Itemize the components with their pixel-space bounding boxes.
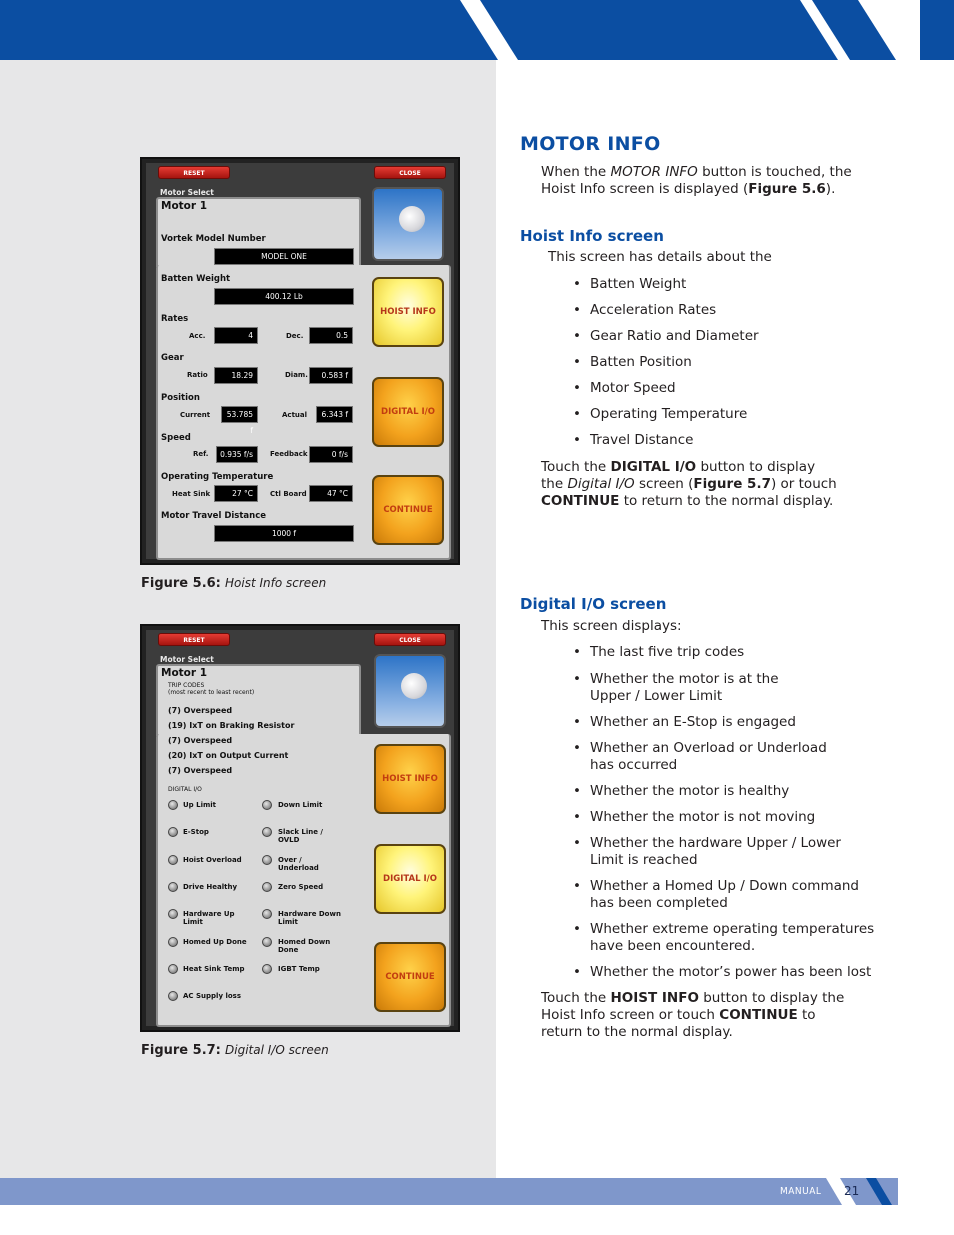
io-indicator-label: Slack Line / OVLD <box>278 828 323 845</box>
io-indicator-label: Homed Up Done <box>183 937 247 946</box>
status-led-icon <box>168 964 178 974</box>
trip-code-item: (19) IxT on Braking Resistor <box>168 721 295 730</box>
io-indicator-label: Hardware Down Limit <box>278 910 341 927</box>
hoist-bullet-item: • Batten Position <box>573 354 692 370</box>
header-stripe-decoration <box>460 0 920 60</box>
io-indicator-label: Heat Sink Temp <box>183 964 245 973</box>
dec-label: Dec. <box>286 332 304 340</box>
digital-closing: Touch the HOIST INFO button to display the Hoist Info screen or touch CONTINUE to return to the normal display. <box>541 990 845 1040</box>
actual-value: 6.343 f <box>316 406 353 423</box>
digital-bullet-item: • The last five trip codes <box>573 644 745 660</box>
current-value: 53.785 f <box>221 406 258 423</box>
status-led-icon <box>262 937 272 947</box>
hoist-info-screenshot <box>140 157 460 565</box>
digital-bullet-item: • Whether extreme operating temperatures have been encountered. <box>573 921 875 954</box>
figure-5-7-caption: Figure 5.7: Digital I/O screen <box>141 1043 329 1058</box>
digital-bullet-item: • Whether the hardware Upper / Lower Limit is reached <box>573 835 841 868</box>
dec-value: 0.5 <box>309 327 353 344</box>
status-led-icon <box>262 882 272 892</box>
motor-name: Motor 1 <box>161 667 208 679</box>
digital-lead: This screen displays: <box>541 618 682 634</box>
feedback-value: 0 f/s <box>309 446 353 463</box>
hoist-closing: Touch the DIGITAL I/O button to display the Digital I/O screen (Figure 5.7) or touch CONTINUE to return to the normal display. <box>541 459 837 509</box>
continue-button[interactable]: CONTINUE <box>374 942 446 1012</box>
batten-value: 400.12 Lb <box>214 288 354 305</box>
io-indicator-label: Hardware Up Limit <box>183 910 235 927</box>
status-led-icon <box>168 800 178 810</box>
temperature-label: Operating Temperature <box>161 472 274 482</box>
trip-code-item: (20) IxT on Output Current <box>168 751 289 760</box>
io-indicator-label: Homed Down Done <box>278 937 331 954</box>
section-title-hoist-info: Hoist Info screen <box>520 227 664 245</box>
io-indicator-label: Drive Healthy <box>183 882 238 891</box>
status-led-icon <box>262 800 272 810</box>
model-label: Vortek Model Number <box>161 234 266 244</box>
footer-label: MANUAL <box>780 1186 822 1197</box>
moon-icon[interactable] <box>374 654 446 728</box>
motor-name: Motor 1 <box>161 200 208 212</box>
section-title-digital-io: Digital I/O screen <box>520 595 667 613</box>
digital-io-button[interactable]: DIGITAL I/O <box>372 377 444 447</box>
io-indicator-label: E-Stop <box>183 828 209 837</box>
reset-button[interactable]: RESET <box>158 633 230 646</box>
current-label: Current <box>180 411 211 419</box>
model-value: MODEL ONE <box>214 248 354 265</box>
hoist-bullet-item: • Acceleration Rates <box>573 302 717 318</box>
ratio-value: 18.29 <box>214 367 258 384</box>
digital-bullet-item: • Whether the motor is not moving <box>573 809 816 825</box>
rates-label: Rates <box>161 314 189 324</box>
footer-bar <box>0 1178 898 1205</box>
digital-io-title: DIGITAL I/O <box>168 786 202 793</box>
trip-code-item: (7) Overspeed <box>168 736 233 745</box>
hoist-bullet-item: • Batten Weight <box>573 276 687 292</box>
io-indicator-label: AC Supply loss <box>183 992 241 1001</box>
status-led-icon <box>262 964 272 974</box>
ref-label: Ref. <box>193 450 209 458</box>
hoist-info-button[interactable]: HOIST INFO <box>374 744 446 814</box>
hoist-bullet-item: • Travel Distance <box>573 432 694 448</box>
continue-button[interactable]: CONTINUE <box>372 475 444 545</box>
io-indicator-label: Over / Underload <box>278 855 319 872</box>
io-indicator-label: Up Limit <box>183 801 217 809</box>
trip-code-item: (7) Overspeed <box>168 766 233 775</box>
figure-5-6-caption: Figure 5.6: Hoist Info screen <box>141 576 327 591</box>
gear-label: Gear <box>161 353 184 363</box>
heatsink-value: 27 °C <box>214 485 258 502</box>
travel-value: 1000 f <box>214 525 354 542</box>
batten-label: Batten Weight <box>161 274 231 284</box>
trip-codes-title: TRIP CODES <box>168 682 205 689</box>
travel-label: Motor Travel Distance <box>161 511 267 521</box>
footer-stripe-decoration <box>826 1178 906 1205</box>
reset-button[interactable]: RESET <box>158 166 230 179</box>
status-led-icon <box>168 937 178 947</box>
digital-bullet-item: • Whether the motor’s power has been lost <box>573 964 872 980</box>
digital-bullet-item: • Whether the motor is at the Upper / Lower Limit <box>573 671 779 704</box>
hoist-bullet-item: • Operating Temperature <box>573 406 748 422</box>
section-title-motor-info: MOTOR INFO <box>520 133 661 155</box>
feedback-label: Feedback <box>270 450 308 458</box>
heatsink-label: Heat Sink <box>172 490 211 498</box>
digital-bullet-item: • Whether a Homed Up / Down command has been completed <box>573 878 860 911</box>
diam-label: Diam. <box>285 371 308 379</box>
motor-select-label: Motor Select <box>160 188 214 197</box>
digital-io-screenshot <box>140 624 460 1032</box>
trip-code-item: (7) Overspeed <box>168 706 233 715</box>
digital-bullet-item: • Whether an E-Stop is engaged <box>573 714 796 730</box>
acc-label: Acc. <box>189 332 206 340</box>
hoist-bullet-item: • Gear Ratio and Diameter <box>573 328 759 344</box>
hoist-lead: This screen has details about the <box>548 249 772 265</box>
io-indicator-label: Zero Speed <box>278 882 324 891</box>
digital-bullet-item: • Whether the motor is healthy <box>573 783 790 799</box>
position-label: Position <box>161 393 200 403</box>
motor-info-intro: When the MOTOR INFO button is touched, the Hoist Info screen is displayed (Figure 5.6). <box>541 164 852 197</box>
status-led-icon <box>168 855 178 865</box>
io-indicator-label: Down Limit <box>278 801 323 809</box>
ref-value: 0.935 f/s <box>216 446 258 463</box>
digital-bullet-item: • Whether an Overload or Underload has occurred <box>573 740 827 773</box>
acc-value: 4 <box>214 327 258 344</box>
io-indicator-label: Hoist Overload <box>183 855 242 864</box>
moon-icon[interactable] <box>372 187 444 261</box>
ratio-label: Ratio <box>187 371 208 379</box>
digital-io-button[interactable]: DIGITAL I/O <box>374 844 446 914</box>
hoist-bullet-item: • Motor Speed <box>573 380 676 396</box>
speed-label: Speed <box>161 433 191 443</box>
page-number: 21 <box>844 1184 860 1198</box>
status-led-icon <box>168 882 178 892</box>
ctl-board-value: 47 °C <box>309 485 353 502</box>
status-led-icon <box>262 855 272 865</box>
close-button[interactable]: CLOSE <box>374 166 446 179</box>
ctl-board-label: Ctl Board <box>270 490 307 498</box>
motor-select-label: Motor Select <box>160 655 214 664</box>
close-button[interactable]: CLOSE <box>374 633 446 646</box>
io-indicator-label: IGBT Temp <box>278 964 320 973</box>
hoist-info-button[interactable]: HOIST INFO <box>372 277 444 347</box>
actual-label: Actual <box>282 411 308 419</box>
diam-value: 0.583 f <box>309 367 353 384</box>
trip-codes-subtitle: (most recent to least recent) <box>168 689 255 696</box>
